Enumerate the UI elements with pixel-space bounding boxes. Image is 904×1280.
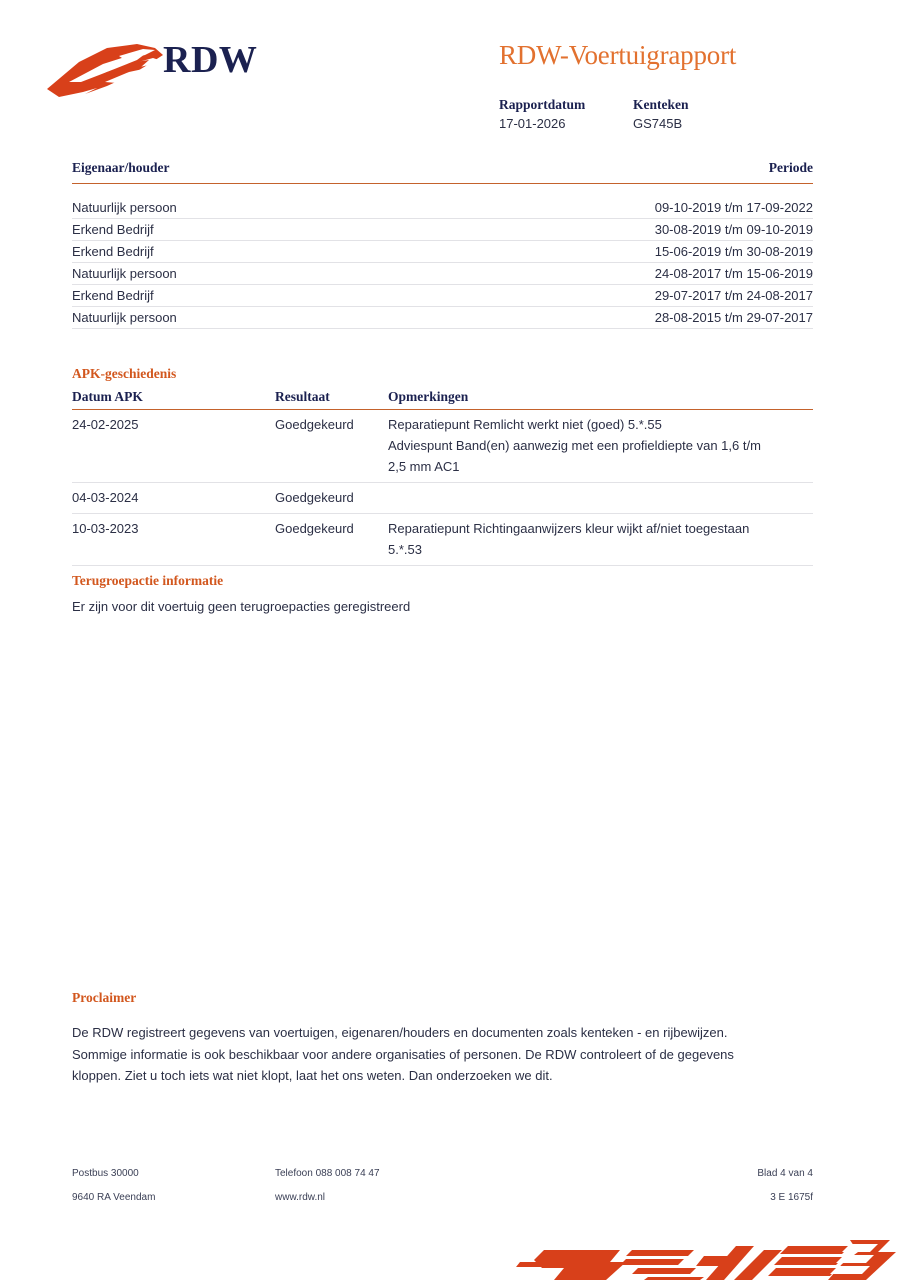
table-row: [72, 241, 813, 263]
footer-phone: Telefoon 088 008 74 47: [275, 1168, 380, 1179]
apk-table-header: [72, 389, 813, 410]
table-row: [72, 263, 813, 285]
owner-section: [72, 160, 813, 329]
table-row: [72, 307, 813, 329]
period-cell: 09-10-2019 t/m 17-09-2022: [443, 197, 814, 219]
disclaimer-section-title: Proclaimer: [72, 990, 137, 1005]
apk-result-cell: Goedgekeurd: [275, 410, 388, 483]
disclaimer-line-2: Sommige informatie is ook beschikbaar voor andere organisaties of personen. De RDW controleert of de gegevens: [72, 1046, 734, 1062]
report-date-block: [499, 96, 633, 134]
owner-cell: Erkend Bedrijf: [72, 219, 443, 241]
footer-row-top: [72, 1168, 813, 1192]
period-cell: 15-06-2019 t/m 30-08-2019: [443, 241, 814, 263]
footer-website[interactable]: www.rdw.nl: [275, 1192, 326, 1203]
owner-cell: Natuurlijk persoon: [72, 197, 443, 219]
owner-column-heading: Eigenaar/houder: [72, 160, 170, 175]
owner-section-header: [72, 160, 813, 184]
apk-column-remarks: Opmerkingen: [388, 389, 469, 404]
disclaimer-line-1: De RDW registreert gegevens van voertuigen, eigenaren/houders en documenten zoals kenteken - en rijbewijzen.: [72, 1025, 728, 1040]
license-plate-label: Kenteken: [633, 97, 689, 112]
license-plate-value: GS745B: [633, 116, 683, 131]
footer-row-bottom: [72, 1192, 813, 1216]
recall-section: [72, 573, 813, 617]
apk-remarks-cell: [388, 410, 813, 483]
apk-date-cell: 04-03-2024: [72, 483, 275, 514]
document-footer: [72, 1168, 813, 1216]
period-cell: 30-08-2019 t/m 09-10-2019: [443, 219, 814, 241]
apk-remark-line: Reparatiepunt Richtingaanwijzers kleur wijkt af/niet toegestaan: [388, 521, 750, 536]
apk-table: [72, 410, 813, 566]
apk-column-date: Datum APK: [72, 389, 143, 404]
table-row: [72, 483, 813, 514]
owner-cell: Natuurlijk persoon: [72, 263, 443, 285]
apk-remark-line: 5.*.53: [388, 542, 422, 557]
table-row: [72, 514, 813, 566]
footer-city: 9640 RA Veendam: [72, 1192, 156, 1203]
apk-section-title: APK-geschiedenis: [72, 366, 177, 381]
apk-remark-line: 2,5 mm AC1: [388, 459, 460, 474]
owner-cell: Natuurlijk persoon: [72, 307, 443, 329]
rdw-feather-icon: [45, 42, 167, 100]
footer-form-code: 3 E 1675f: [770, 1192, 813, 1203]
owner-table: [72, 197, 813, 329]
document-header: [0, 0, 904, 150]
report-date-label: Rapportdatum: [499, 97, 586, 112]
period-cell: 24-08-2017 t/m 15-06-2019: [443, 263, 814, 285]
apk-result-cell: Goedgekeurd: [275, 483, 388, 514]
apk-remark-line: Adviespunt Band(en) aanwezig met een profieldiepte van 1,6 t/m: [388, 438, 761, 453]
bottom-decorative-graphic: [498, 1228, 904, 1280]
report-date-value: 17-01-2026: [499, 116, 566, 131]
period-cell: 29-07-2017 t/m 24-08-2017: [443, 285, 814, 307]
apk-result-cell: Goedgekeurd: [275, 514, 388, 566]
license-plate-block: [633, 96, 689, 134]
footer-page-number: Blad 4 van 4: [757, 1168, 813, 1179]
apk-remark-line: Reparatiepunt Remlicht werkt niet (goed) 5.*.55: [388, 417, 662, 432]
rdw-logo: [45, 38, 258, 98]
period-cell: 28-08-2015 t/m 29-07-2017: [443, 307, 814, 329]
owner-cell: Erkend Bedrijf: [72, 285, 443, 307]
page-title: RDW-Voertuigrapport: [499, 40, 737, 70]
table-row: [72, 285, 813, 307]
table-row: [72, 197, 813, 219]
apk-date-cell: 10-03-2023: [72, 514, 275, 566]
apk-remarks-cell: [388, 514, 813, 566]
footer-postbus: Postbus 30000: [72, 1168, 139, 1179]
owner-table-body: [72, 197, 813, 329]
table-row: [72, 410, 813, 483]
header-meta: [499, 96, 859, 134]
rdw-logo-text: RDW: [163, 39, 258, 81]
apk-column-result: Resultaat: [275, 389, 330, 404]
recall-section-text: Er zijn voor dit voertuig geen terugroepacties geregistreerd: [72, 599, 411, 614]
table-row: [72, 219, 813, 241]
disclaimer-line-3: kloppen. Ziet u toch iets wat niet klopt, laat het ons weten. Dan onderzoeken we dit.: [72, 1068, 553, 1083]
apk-remarks-cell: [388, 483, 813, 514]
recall-section-title: Terugroepactie informatie: [72, 573, 224, 588]
period-column-heading: Periode: [768, 160, 813, 175]
disclaimer-section: [72, 990, 813, 1087]
apk-table-body: [72, 410, 813, 566]
apk-date-cell: 24-02-2025: [72, 410, 275, 483]
owner-cell: Erkend Bedrijf: [72, 241, 443, 263]
apk-section: [72, 366, 813, 566]
